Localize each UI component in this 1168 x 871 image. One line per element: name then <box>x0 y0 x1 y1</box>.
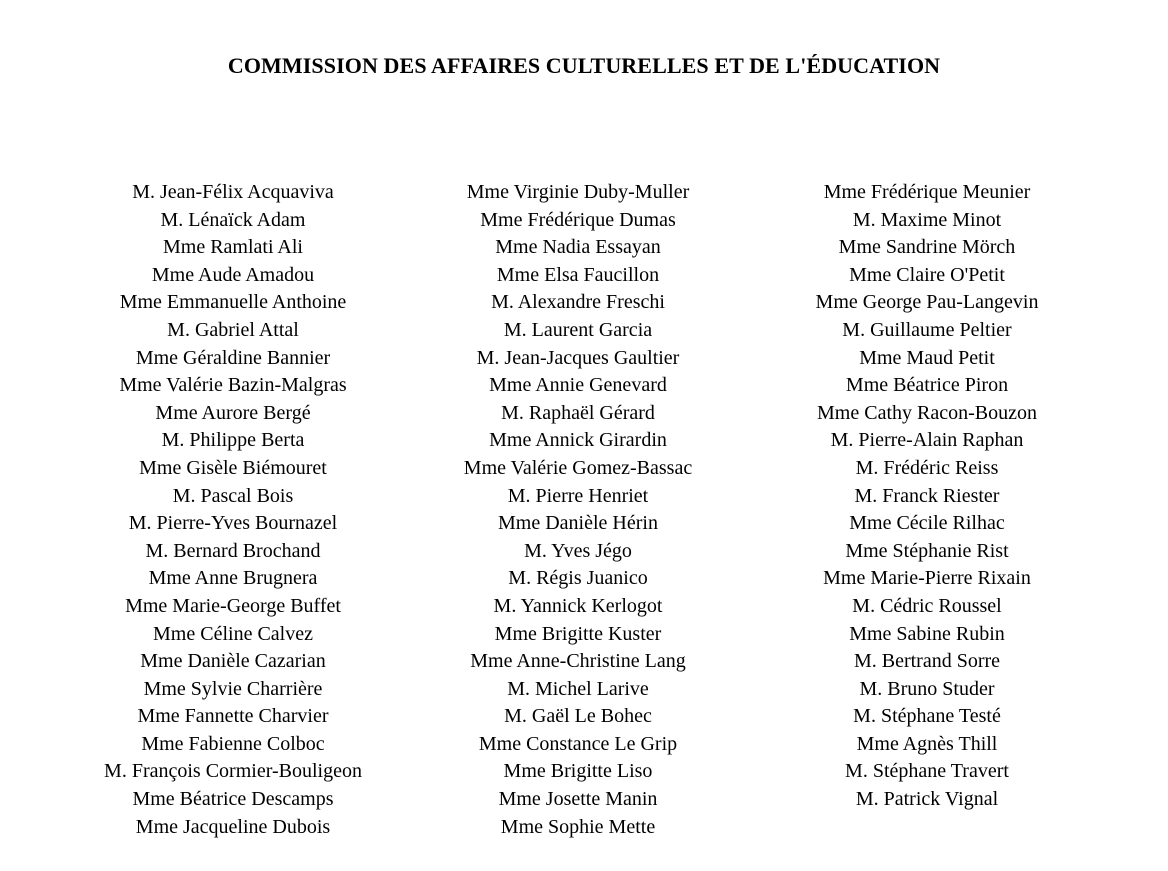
member-name: Mme Valérie Gomez-Bassac <box>463 456 693 479</box>
member-name: M. Lénaïck Adam <box>160 208 306 231</box>
member-name: Mme Annick Girardin <box>489 429 667 452</box>
member-name: Mme Danièle Cazarian <box>140 650 326 673</box>
member-name: Mme Jacqueline Dubois <box>135 815 331 838</box>
member-name: Mme Béatrice Descamps <box>132 788 334 811</box>
member-name: Mme Marie-Pierre Rixain <box>823 567 1031 590</box>
member-name: Mme Anne-Christine Lang <box>470 650 686 673</box>
member-name: M. Franck Riester <box>854 484 1000 507</box>
member-name: M. Cédric Roussel <box>852 594 1002 617</box>
member-name: Mme Marie-George Buffet <box>125 594 341 617</box>
member-name: Mme Géraldine Bannier <box>135 346 331 369</box>
member-name: M. Pierre-Alain Raphan <box>830 429 1024 452</box>
member-name: M. Stéphane Testé <box>853 705 1001 728</box>
member-name: Mme Emmanuelle Anthoine <box>119 291 347 314</box>
member-name: Mme Brigitte Kuster <box>494 622 662 645</box>
member-name: Mme Virginie Duby-Muller <box>466 181 690 203</box>
member-name: Mme Gisèle Biémouret <box>139 456 327 479</box>
member-name: M. Maxime Minot <box>852 208 1002 231</box>
member-name: M. Michel Larive <box>507 677 649 700</box>
member-name: M. Bruno Studer <box>859 677 995 700</box>
member-name: M. Pierre Henriet <box>507 484 649 507</box>
member-name: M. Yannick Kerlogot <box>493 594 663 617</box>
member-name: M. Bernard Brochand <box>145 539 321 562</box>
member-name: Mme Cathy Racon-Bouzon <box>817 401 1037 424</box>
member-name: Mme Nadia Essayan <box>495 236 661 259</box>
member-name: M. Philippe Berta <box>161 429 305 452</box>
member-name: M. Pascal Bois <box>172 484 294 507</box>
member-name: Mme Fannette Charvier <box>137 705 329 728</box>
page-title: COMMISSION DES AFFAIRES CULTURELLES ET DE L'ÉDUCATION <box>227 53 941 78</box>
member-column-2 <box>403 179 753 841</box>
member-name: Mme Stéphanie Rist <box>845 539 1009 562</box>
member-name: M. Frédéric Reiss <box>855 456 999 479</box>
member-name: Mme Fabienne Colboc <box>141 732 325 755</box>
member-name: Mme Agnès Thill <box>856 732 998 755</box>
member-name: Mme Josette Manin <box>498 788 658 811</box>
member-name: M. Guillaume Peltier <box>842 318 1012 341</box>
member-name: M. Gabriel Attal <box>167 318 299 341</box>
member-name: Mme Valérie Bazin-Malgras <box>119 374 347 397</box>
member-name: Mme Béatrice Piron <box>845 374 1009 397</box>
member-name: Mme George Pau-Langevin <box>815 291 1039 314</box>
member-name: M. Alexandre Freschi <box>491 291 665 314</box>
member-name: Mme Aurore Bergé <box>155 401 311 424</box>
member-name: Mme Annie Genevard <box>489 374 667 397</box>
member-name: Mme Claire O'Petit <box>849 263 1005 286</box>
member-name: M. François Cormier-Bouligeon <box>104 760 362 783</box>
member-column-1 <box>58 179 408 841</box>
member-name: Mme Sophie Mette <box>500 815 656 838</box>
member-name: Mme Sabine Rubin <box>849 622 1005 645</box>
member-name: Mme Maud Petit <box>859 346 995 369</box>
member-name: Mme Constance Le Grip <box>478 732 678 755</box>
member-name: M. Jean-Félix Acquaviva <box>132 181 334 203</box>
member-name: M. Régis Juanico <box>508 567 648 590</box>
member-name: Mme Elsa Faucillon <box>496 263 660 286</box>
member-column-3 <box>752 179 1102 814</box>
member-name: M. Bertrand Sorre <box>853 650 1001 673</box>
member-name: M. Raphaël Gérard <box>501 401 655 424</box>
member-name: Mme Frédérique Dumas <box>480 208 676 231</box>
member-name: M. Stéphane Travert <box>845 760 1009 783</box>
member-name: Mme Aude Amadou <box>151 263 315 286</box>
member-name: Mme Cécile Rilhac <box>849 512 1005 535</box>
member-name: Mme Céline Calvez <box>153 622 313 645</box>
member-name: M. Yves Jégo <box>524 539 632 562</box>
member-name: M. Gaël Le Bohec <box>504 705 652 728</box>
member-name: Mme Sylvie Charrière <box>143 677 323 700</box>
member-name: M. Laurent Garcia <box>503 318 653 341</box>
member-name: M. Patrick Vignal <box>855 788 999 811</box>
member-name: Mme Sandrine Mörch <box>838 236 1016 259</box>
member-name: Mme Brigitte Liso <box>503 760 653 783</box>
member-name: Mme Anne Brugnera <box>148 567 318 590</box>
member-name: M. Jean-Jacques Gaultier <box>476 346 680 369</box>
member-name: M. Pierre-Yves Bournazel <box>128 512 338 535</box>
member-name: Mme Frédérique Meunier <box>823 181 1031 203</box>
member-name: Mme Ramlati Ali <box>163 236 303 259</box>
member-name: Mme Danièle Hérin <box>498 512 658 535</box>
